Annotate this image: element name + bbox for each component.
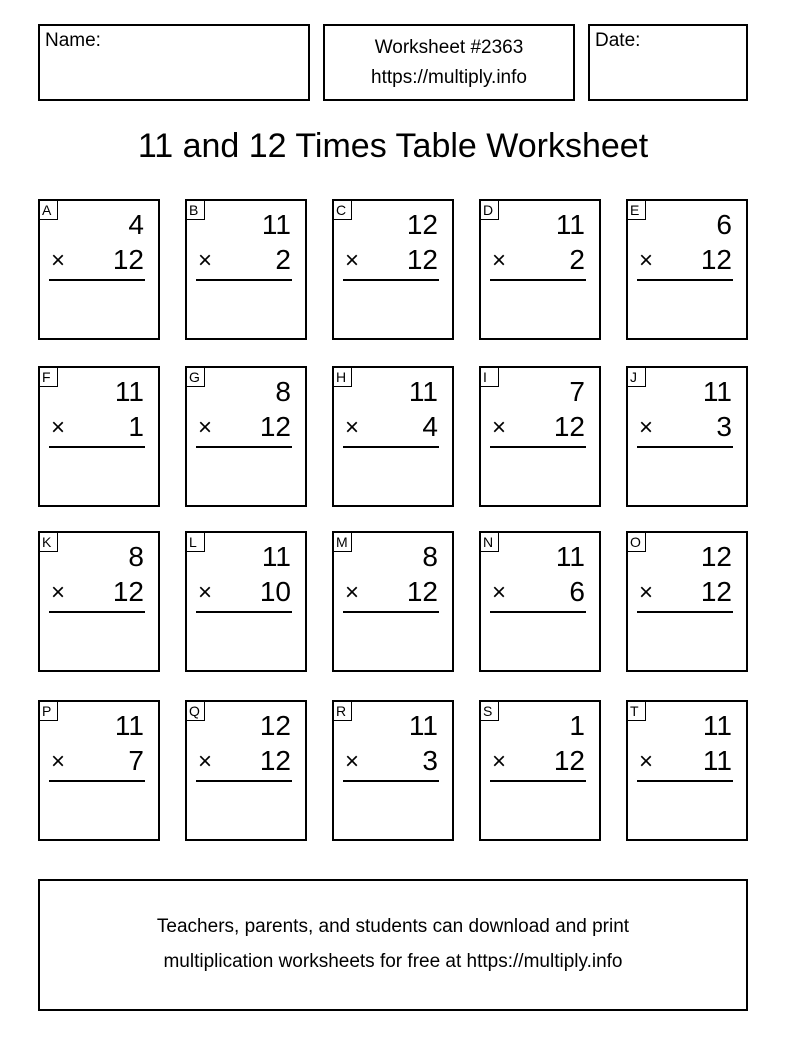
times-sign: × <box>345 247 360 274</box>
times-sign: × <box>639 579 654 606</box>
answer-line <box>490 611 586 613</box>
times-sign: × <box>345 414 360 441</box>
problem-letter: J <box>628 368 646 387</box>
problem-letter: G <box>187 368 205 387</box>
problem-multiplicand: 11 <box>408 376 438 407</box>
answer-line <box>49 279 145 281</box>
problem-card[interactable] <box>38 531 160 672</box>
times-sign: × <box>639 247 654 274</box>
problem-multiplicand: 12 <box>406 209 438 240</box>
problem-letter: A <box>40 201 58 220</box>
problem-card[interactable] <box>626 366 748 507</box>
problem-letter: D <box>481 201 499 220</box>
answer-line <box>637 611 733 613</box>
problem-card[interactable] <box>479 700 601 841</box>
answer-line <box>196 780 292 782</box>
worksheet-number: Worksheet #2363 <box>374 37 524 58</box>
problem-multiplicand: 8 <box>275 376 291 407</box>
answer-line <box>196 611 292 613</box>
problem-multiplier: 12 <box>406 244 438 275</box>
answer-line <box>490 780 586 782</box>
problem-card[interactable] <box>38 700 160 841</box>
problem-card[interactable] <box>38 199 160 340</box>
problem-card[interactable] <box>332 366 454 507</box>
answer-line <box>637 279 733 281</box>
problem-multiplier: 12 <box>112 576 144 607</box>
problem-multiplicand: 11 <box>408 710 438 741</box>
problem-letter: K <box>40 533 58 552</box>
footer-box <box>38 879 748 1011</box>
problem-card[interactable] <box>332 199 454 340</box>
answer-line <box>637 780 733 782</box>
answer-line <box>196 279 292 281</box>
problem-multiplier: 11 <box>702 745 732 776</box>
problem-card[interactable] <box>479 199 601 340</box>
times-sign: × <box>198 247 213 274</box>
problem-letter: T <box>628 702 646 721</box>
answer-line <box>49 611 145 613</box>
problem-card[interactable] <box>332 531 454 672</box>
problem-card[interactable] <box>479 366 601 507</box>
problem-letter: S <box>481 702 499 721</box>
problem-letter: H <box>334 368 352 387</box>
times-sign: × <box>198 414 213 441</box>
problem-card[interactable] <box>626 531 748 672</box>
page-title: 11 and 12 Times Table Worksheet <box>137 127 649 165</box>
problem-letter: I <box>481 368 499 387</box>
problem-multiplicand: 12 <box>700 541 732 572</box>
times-sign: × <box>51 579 66 606</box>
answer-line <box>343 279 439 281</box>
problem-multiplicand: 7 <box>569 376 585 407</box>
problem-letter: N <box>481 533 499 552</box>
problem-letter: L <box>187 533 205 552</box>
problem-multiplicand: 12 <box>259 710 291 741</box>
problem-card[interactable] <box>479 531 601 672</box>
problem-letter: C <box>334 201 352 220</box>
times-sign: × <box>345 579 360 606</box>
name-label: Name: <box>45 30 101 51</box>
times-sign: × <box>492 579 507 606</box>
problem-card[interactable] <box>332 700 454 841</box>
times-sign: × <box>51 414 66 441</box>
problem-letter: M <box>334 533 352 552</box>
problem-letter: R <box>334 702 352 721</box>
times-sign: × <box>51 247 66 274</box>
problem-multiplier: 12 <box>406 576 438 607</box>
problem-letter: B <box>187 201 205 220</box>
date-label: Date: <box>595 30 641 51</box>
problem-multiplicand: 8 <box>128 541 144 572</box>
times-sign: × <box>51 748 66 775</box>
problem-card[interactable] <box>185 700 307 841</box>
problem-multiplicand: 11 <box>555 541 585 572</box>
problem-multiplicand: 1 <box>569 710 585 741</box>
worksheet-website: https://multiply.info <box>371 67 527 88</box>
times-sign: × <box>492 414 507 441</box>
problem-multiplicand: 11 <box>702 376 732 407</box>
times-sign: × <box>198 579 213 606</box>
problem-multiplicand: 11 <box>261 541 291 572</box>
problem-multiplier: 12 <box>553 745 585 776</box>
problem-multiplicand: 4 <box>128 209 144 240</box>
problem-letter: P <box>40 702 58 721</box>
problem-card[interactable] <box>185 199 307 340</box>
answer-line <box>343 780 439 782</box>
times-sign: × <box>492 247 507 274</box>
answer-line <box>49 446 145 448</box>
problem-card[interactable] <box>626 199 748 340</box>
problem-multiplier: 1 <box>128 411 144 442</box>
answer-line <box>490 446 586 448</box>
times-sign: × <box>492 748 507 775</box>
answer-line <box>196 446 292 448</box>
answer-line <box>343 611 439 613</box>
problem-multiplier: 3 <box>422 745 438 776</box>
problem-multiplier: 12 <box>112 244 144 275</box>
problem-multiplier: 3 <box>716 411 732 442</box>
problem-card[interactable] <box>626 700 748 841</box>
problem-multiplier: 4 <box>422 411 438 442</box>
answer-line <box>49 780 145 782</box>
answer-line <box>637 446 733 448</box>
problem-multiplier: 7 <box>128 745 144 776</box>
times-sign: × <box>639 748 654 775</box>
problem-multiplier: 12 <box>553 411 585 442</box>
problem-multiplicand: 6 <box>716 209 732 240</box>
footer-text-line-1: Teachers, parents, and students can download and print <box>156 916 630 937</box>
problem-multiplier: 10 <box>259 576 291 607</box>
times-sign: × <box>639 414 654 441</box>
problem-card[interactable] <box>185 531 307 672</box>
answer-line <box>490 279 586 281</box>
problem-letter: Q <box>187 702 205 721</box>
problem-multiplier: 6 <box>569 576 585 607</box>
problem-multiplier: 12 <box>259 745 291 776</box>
problem-multiplicand: 11 <box>702 710 732 741</box>
problem-multiplier: 12 <box>700 576 732 607</box>
problem-multiplicand: 8 <box>422 541 438 572</box>
answer-line <box>343 446 439 448</box>
times-sign: × <box>198 748 213 775</box>
problem-multiplicand: 11 <box>114 376 144 407</box>
times-sign: × <box>345 748 360 775</box>
problem-multiplicand: 11 <box>261 209 291 240</box>
problem-letter: O <box>628 533 646 552</box>
problem-multiplicand: 11 <box>114 710 144 741</box>
problem-multiplier: 2 <box>275 244 291 275</box>
problem-card[interactable] <box>185 366 307 507</box>
problem-multiplier: 2 <box>569 244 585 275</box>
problem-multiplicand: 11 <box>555 209 585 240</box>
footer-text-line-2: multiplication worksheets for free at https://multiply.info <box>163 951 623 972</box>
problem-card[interactable] <box>38 366 160 507</box>
problem-letter: E <box>628 201 646 220</box>
problem-multiplier: 12 <box>259 411 291 442</box>
problem-letter: F <box>40 368 58 387</box>
problem-multiplier: 12 <box>700 244 732 275</box>
